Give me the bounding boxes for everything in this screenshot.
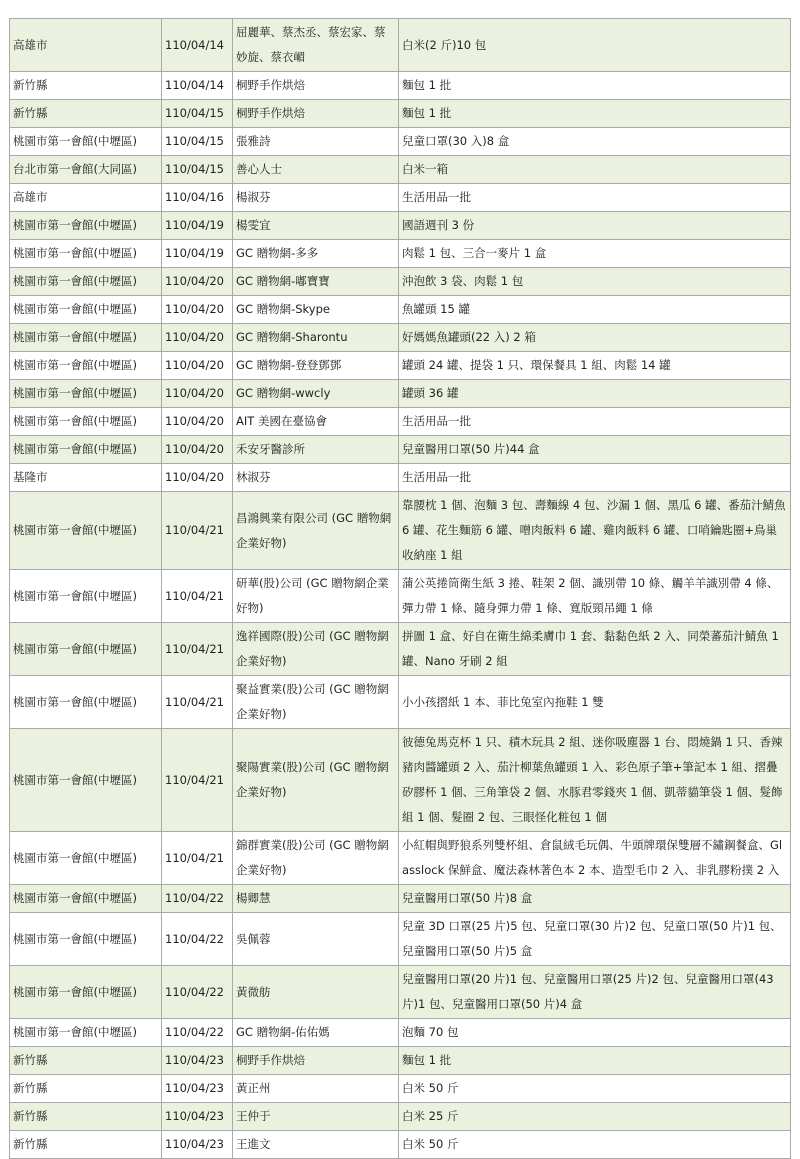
donation-date-cell: 110/04/20 xyxy=(162,408,233,436)
donor-name-cell: 屈麗華、蔡杰丞、蔡宏家、蔡妙旋、蔡衣嵋 xyxy=(233,19,399,72)
donation-place-cell: 桃園市第一會館(中壢區) xyxy=(10,729,162,832)
donation-place-cell: 桃園市第一會館(中壢區) xyxy=(10,240,162,268)
donation-date-cell: 110/04/21 xyxy=(162,492,233,570)
donor-name-cell: GC 贈物網-登登鄧鄧 xyxy=(233,352,399,380)
donated-items-cell: 生活用品一批 xyxy=(399,184,791,212)
donated-items-cell: 罐頭 24 罐、提袋 1 只、環保餐具 1 組、肉鬆 14 罐 xyxy=(399,352,791,380)
table-row xyxy=(10,966,791,1019)
donation-place-cell: 新竹縣 xyxy=(10,1047,162,1075)
table-row xyxy=(10,1103,791,1131)
donor-name-cell: 楊卿慧 xyxy=(233,885,399,913)
donated-items-cell: 麵包 1 批 xyxy=(399,1047,791,1075)
donation-date-cell: 110/04/16 xyxy=(162,184,233,212)
donated-items-cell: 沖泡飲 3 袋、肉鬆 1 包 xyxy=(399,268,791,296)
donation-place-cell: 桃園市第一會館(中壢區) xyxy=(10,324,162,352)
donation-place-cell: 基隆市 xyxy=(10,464,162,492)
table-row xyxy=(10,352,791,380)
donated-items-cell: 兒童 3D 口罩(25 片)5 包、兒童口罩(30 片)2 包、兒童口罩(50 片)1 包、兒童醫用口罩(50 片)5 盒 xyxy=(399,913,791,966)
donation-date-cell: 110/04/20 xyxy=(162,296,233,324)
donor-name-cell: 昌鴻興業有限公司 (GC 贈物網企業好物) xyxy=(233,492,399,570)
donation-place-cell: 桃園市第一會館(中壢區) xyxy=(10,268,162,296)
donation-place-cell: 桃園市第一會館(中壢區) xyxy=(10,676,162,729)
donated-items-cell: 泡麵 70 包 xyxy=(399,1019,791,1047)
donated-items-cell: 靠腰枕 1 個、泡麵 3 包、壽麵線 4 包、沙漏 1 個、黑瓜 6 罐、番茄汁鯖魚 6 罐、花生麵筋 6 罐、噌肉飯料 6 罐、雞肉飯料 6 罐、口哨鑰匙圈+鳥巢收納座 1 組 xyxy=(399,492,791,570)
donated-items-cell: 蒲公英捲筒衛生紙 3 捲、鞋架 2 個、識別帶 10 條、觸羊羊識別帶 4 條、彈力帶 1 條、隨身彈力帶 1 條、寬版頸吊繩 1 條 xyxy=(399,570,791,623)
donor-name-cell: 禾安牙醫診所 xyxy=(233,436,399,464)
donated-items-cell: 兒童醫用口罩(20 片)1 包、兒童醫用口罩(25 片)2 包、兒童醫用口罩(43 片)1 包、兒童醫用口罩(50 片)4 盒 xyxy=(399,966,791,1019)
donation-place-cell: 桃園市第一會館(中壢區) xyxy=(10,570,162,623)
donation-place-cell: 桃園市第一會館(中壢區) xyxy=(10,352,162,380)
donation-date-cell: 110/04/21 xyxy=(162,676,233,729)
table-row xyxy=(10,100,791,128)
donor-name-cell: 桐野手作烘焙 xyxy=(233,1047,399,1075)
donation-date-cell: 110/04/23 xyxy=(162,1103,233,1131)
donated-items-cell: 肉鬆 1 包、三合一麥片 1 盒 xyxy=(399,240,791,268)
donor-name-cell: GC 贈物網-多多 xyxy=(233,240,399,268)
donor-name-cell: 林淑芬 xyxy=(233,464,399,492)
table-row xyxy=(10,464,791,492)
donation-place-cell: 桃園市第一會館(中壢區) xyxy=(10,623,162,676)
table-row xyxy=(10,729,791,832)
table-row xyxy=(10,1075,791,1103)
donation-date-cell: 110/04/23 xyxy=(162,1047,233,1075)
donated-items-cell: 麵包 1 批 xyxy=(399,72,791,100)
donor-name-cell: 善心人士 xyxy=(233,156,399,184)
table-row xyxy=(10,296,791,324)
donation-date-cell: 110/04/23 xyxy=(162,1131,233,1159)
donated-items-cell: 白米 50 斤 xyxy=(399,1131,791,1159)
table-row xyxy=(10,184,791,212)
donated-items-cell: 好媽媽魚罐頭(22 入) 2 箱 xyxy=(399,324,791,352)
donation-date-cell: 110/04/21 xyxy=(162,570,233,623)
donated-items-cell: 兒童口罩(30 入)8 盒 xyxy=(399,128,791,156)
donor-name-cell: GC 贈物網-wwcly xyxy=(233,380,399,408)
donated-items-cell: 兒童醫用口罩(50 片)8 盒 xyxy=(399,885,791,913)
donated-items-cell: 麵包 1 批 xyxy=(399,100,791,128)
donated-items-cell: 小小孩摺紙 1 本、菲比兔室內拖鞋 1 雙 xyxy=(399,676,791,729)
donation-date-cell: 110/04/20 xyxy=(162,268,233,296)
donation-date-cell: 110/04/19 xyxy=(162,212,233,240)
donor-name-cell: GC 贈物網-嘟寶寶 xyxy=(233,268,399,296)
table-row xyxy=(10,240,791,268)
donor-name-cell: GC 贈物網-佑佑媽 xyxy=(233,1019,399,1047)
table-row xyxy=(10,913,791,966)
donation-place-cell: 新竹縣 xyxy=(10,1103,162,1131)
donation-place-cell: 桃園市第一會館(中壢區) xyxy=(10,966,162,1019)
donation-place-cell: 新竹縣 xyxy=(10,100,162,128)
table-row xyxy=(10,380,791,408)
donation-date-cell: 110/04/15 xyxy=(162,128,233,156)
donation-date-cell: 110/04/20 xyxy=(162,436,233,464)
table-row xyxy=(10,1019,791,1047)
table-row xyxy=(10,408,791,436)
donation-place-cell: 桃園市第一會館(中壢區) xyxy=(10,1019,162,1047)
donated-items-cell: 彼德兔馬克杯 1 只、積木玩具 2 組、迷你吸塵器 1 台、悶燒鍋 1 只、香辣豬肉醬罐頭 2 入、茄汁柳葉魚罐頭 1 入、彩色原子筆+筆記本 1 組、摺疊矽膠杯 1 個、三角筆袋 2 個、水豚君零錢夾 1 個、凱蒂貓筆袋 1 個、髮飾組 1 個、髮圈 2 包、三眼怪化粧包 1 個 xyxy=(399,729,791,832)
donation-date-cell: 110/04/22 xyxy=(162,885,233,913)
donor-name-cell: 桐野手作烘焙 xyxy=(233,100,399,128)
donation-date-cell: 110/04/20 xyxy=(162,352,233,380)
table-row xyxy=(10,832,791,885)
donation-place-cell: 桃園市第一會館(中壢區) xyxy=(10,408,162,436)
donation-place-cell: 桃園市第一會館(中壢區) xyxy=(10,296,162,324)
donor-name-cell: GC 贈物網-Sharontu xyxy=(233,324,399,352)
donor-name-cell: 研華(股)公司 (GC 贈物網企業好物) xyxy=(233,570,399,623)
table-row xyxy=(10,885,791,913)
donation-date-cell: 110/04/14 xyxy=(162,72,233,100)
table-row xyxy=(10,676,791,729)
table-row xyxy=(10,268,791,296)
donated-items-cell: 生活用品一批 xyxy=(399,464,791,492)
donor-name-cell: 桐野手作烘焙 xyxy=(233,72,399,100)
donation-date-cell: 110/04/15 xyxy=(162,100,233,128)
donor-name-cell: AIT 美國在臺協會 xyxy=(233,408,399,436)
donor-name-cell: 黃微舫 xyxy=(233,966,399,1019)
donation-date-cell: 110/04/23 xyxy=(162,1075,233,1103)
donated-items-cell: 兒童醫用口罩(50 片)44 盒 xyxy=(399,436,791,464)
table-row xyxy=(10,1047,791,1075)
table-row xyxy=(10,212,791,240)
table-row xyxy=(10,623,791,676)
donation-date-cell: 110/04/21 xyxy=(162,832,233,885)
table-row xyxy=(10,128,791,156)
donated-items-cell: 國語週刊 3 份 xyxy=(399,212,791,240)
donation-record-sheet xyxy=(9,18,790,1159)
donated-items-cell: 白米一箱 xyxy=(399,156,791,184)
donation-place-cell: 桃園市第一會館(中壢區) xyxy=(10,436,162,464)
donor-name-cell: 聚陽實業(股)公司 (GC 贈物網企業好物) xyxy=(233,729,399,832)
donation-place-cell: 桃園市第一會館(中壢區) xyxy=(10,832,162,885)
donation-date-cell: 110/04/20 xyxy=(162,464,233,492)
donation-date-cell: 110/04/19 xyxy=(162,240,233,268)
donation-date-cell: 110/04/15 xyxy=(162,156,233,184)
donor-name-cell: 黃正州 xyxy=(233,1075,399,1103)
donor-name-cell: GC 贈物網-Skype xyxy=(233,296,399,324)
donation-place-cell: 桃園市第一會館(中壢區) xyxy=(10,212,162,240)
donation-date-cell: 110/04/21 xyxy=(162,623,233,676)
table-row xyxy=(10,72,791,100)
donation-date-cell: 110/04/20 xyxy=(162,324,233,352)
table-row xyxy=(10,570,791,623)
donation-place-cell: 桃園市第一會館(中壢區) xyxy=(10,913,162,966)
donor-name-cell: 王仲于 xyxy=(233,1103,399,1131)
donation-date-cell: 110/04/22 xyxy=(162,966,233,1019)
donated-items-cell: 白米 50 斤 xyxy=(399,1075,791,1103)
donation-place-cell: 高雄市 xyxy=(10,19,162,72)
donation-place-cell: 新竹縣 xyxy=(10,72,162,100)
donated-items-cell: 拼圖 1 盒、好自在衛生綿柔膚巾 1 套、黏黏色紙 2 入、同榮蕃茄汁鯖魚 1 罐、Nano 牙刷 2 組 xyxy=(399,623,791,676)
donation-place-cell: 高雄市 xyxy=(10,184,162,212)
donor-name-cell: 錦群實業(股)公司 (GC 贈物網企業好物) xyxy=(233,832,399,885)
donated-items-cell: 生活用品一批 xyxy=(399,408,791,436)
donor-name-cell: 王進文 xyxy=(233,1131,399,1159)
donated-items-cell: 魚罐頭 15 罐 xyxy=(399,296,791,324)
donated-items-cell: 罐頭 36 罐 xyxy=(399,380,791,408)
donor-name-cell: 楊淑芬 xyxy=(233,184,399,212)
donation-place-cell: 台北市第一會館(大同區) xyxy=(10,156,162,184)
table-row xyxy=(10,156,791,184)
donated-items-cell: 白米(2 斤)10 包 xyxy=(399,19,791,72)
donation-date-cell: 110/04/20 xyxy=(162,380,233,408)
donation-table-body xyxy=(10,19,791,1159)
donor-name-cell: 楊雯宜 xyxy=(233,212,399,240)
donated-items-cell: 小紅帽與野狼系列雙杯組、倉鼠絨毛玩偶、牛頭牌環保雙層不鏽鋼餐盒、Glasslock 保鮮盒、魔法森林著色本 2 本、造型毛巾 2 入、非乳膠粉撲 2 入 xyxy=(399,832,791,885)
donor-name-cell: 逸祥國際(股)公司 (GC 贈物網企業好物) xyxy=(233,623,399,676)
table-row xyxy=(10,19,791,72)
donation-place-cell: 桃園市第一會館(中壢區) xyxy=(10,380,162,408)
donation-place-cell: 桃園市第一會館(中壢區) xyxy=(10,885,162,913)
donor-name-cell: 吳佩蓉 xyxy=(233,913,399,966)
donor-name-cell: 聚益實業(股)公司 (GC 贈物網企業好物) xyxy=(233,676,399,729)
donation-date-cell: 110/04/22 xyxy=(162,1019,233,1047)
table-row xyxy=(10,324,791,352)
donation-place-cell: 桃園市第一會館(中壢區) xyxy=(10,128,162,156)
donation-date-cell: 110/04/22 xyxy=(162,913,233,966)
table-row xyxy=(10,492,791,570)
donation-date-cell: 110/04/21 xyxy=(162,729,233,832)
donor-name-cell: 張雅詩 xyxy=(233,128,399,156)
donation-date-cell: 110/04/14 xyxy=(162,19,233,72)
table-row xyxy=(10,1131,791,1159)
donation-place-cell: 新竹縣 xyxy=(10,1131,162,1159)
donation-table xyxy=(9,18,791,1159)
donation-place-cell: 桃園市第一會館(中壢區) xyxy=(10,492,162,570)
donation-place-cell: 新竹縣 xyxy=(10,1075,162,1103)
table-row xyxy=(10,436,791,464)
donated-items-cell: 白米 25 斤 xyxy=(399,1103,791,1131)
